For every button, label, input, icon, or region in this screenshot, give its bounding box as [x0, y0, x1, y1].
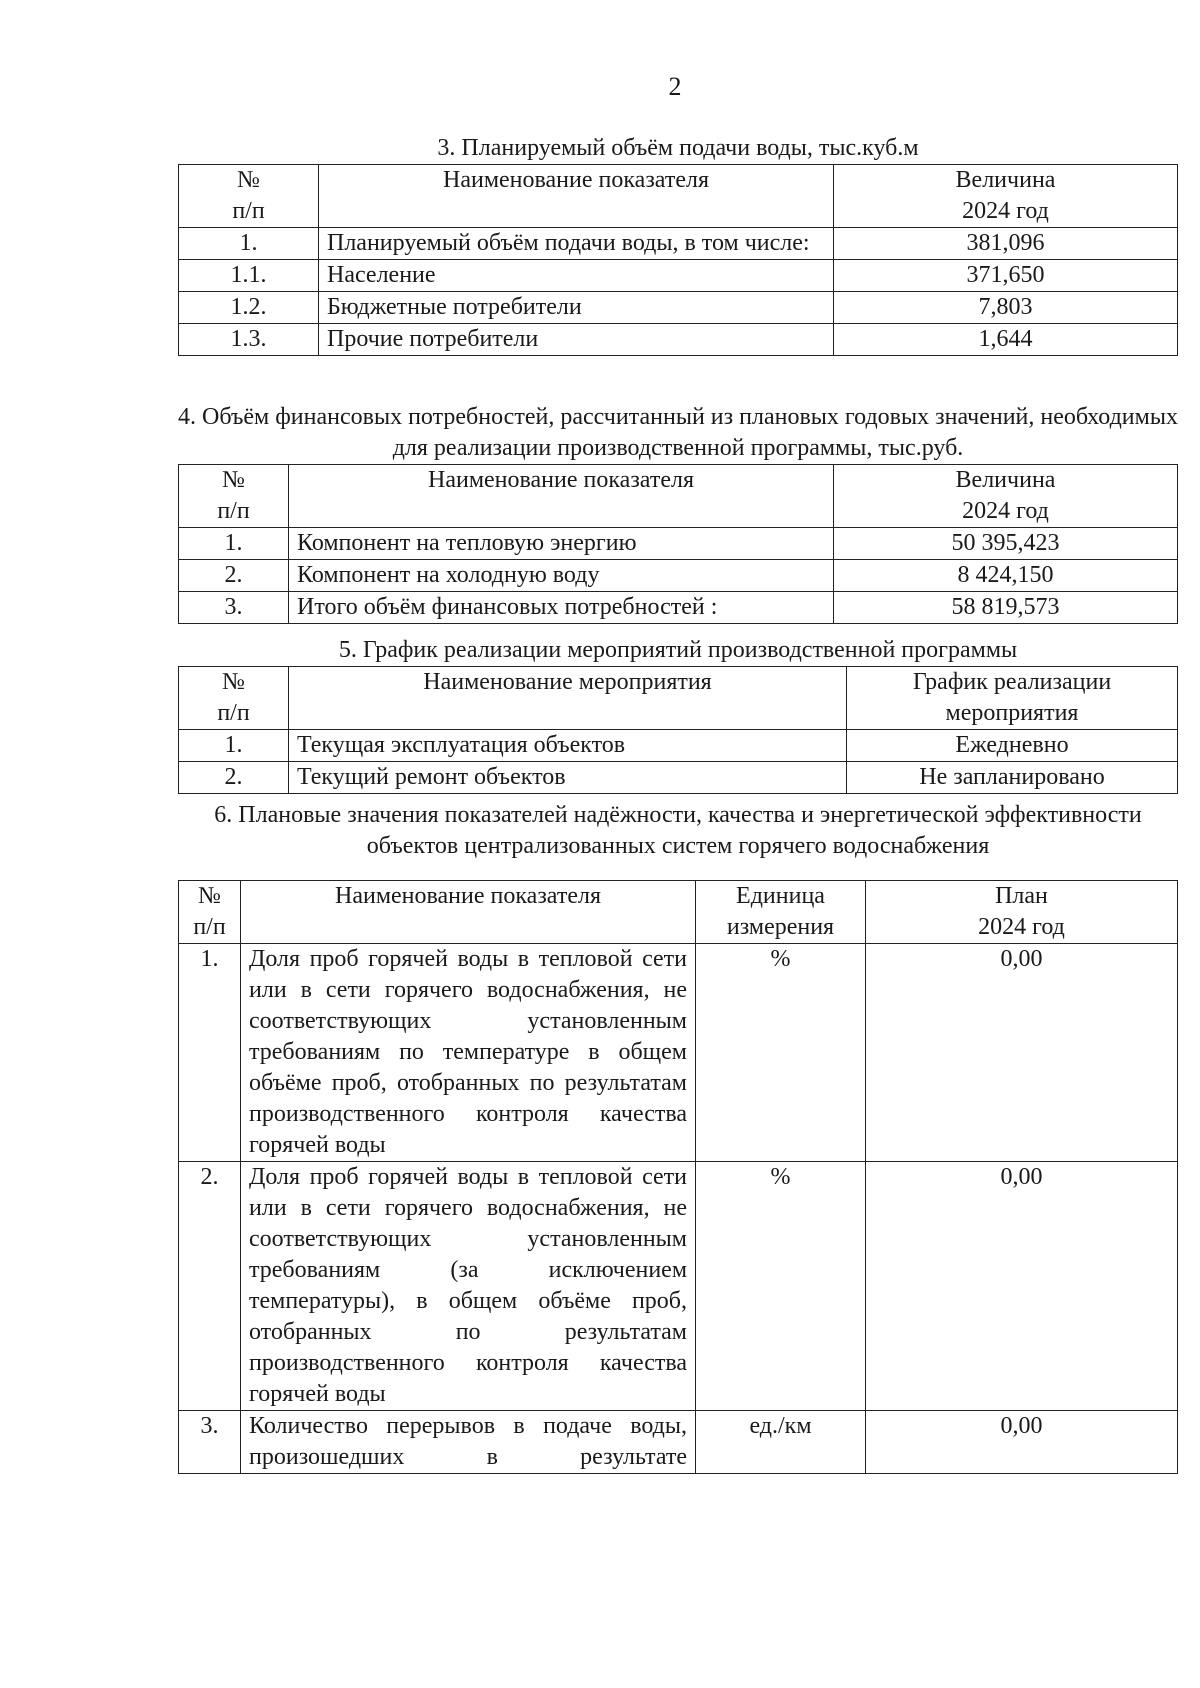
header-num [179, 465, 289, 528]
header-plan [866, 881, 1178, 944]
table-row [179, 292, 1178, 324]
row-value: Ежедневно [847, 730, 1178, 762]
row-name: Доля проб горячей воды в тепловой сети или в сети горячего водоснабжения, не соответствующих установленным требованиям по температуре в общем объёме проб, отобранных по результатам производственного контроля качества горячей воды [241, 944, 696, 1162]
header-num-line1: № [198, 883, 221, 909]
row-name: Население [319, 260, 834, 292]
table-row [179, 1162, 1178, 1411]
table-row [179, 944, 1178, 1162]
row-value: 381,096 [834, 228, 1178, 260]
header-num-line2: п/п [232, 198, 265, 224]
table-header-row [179, 165, 1178, 228]
header-name: Наименование показателя [241, 881, 696, 944]
header-value-line1: График реализации [912, 669, 1112, 695]
row-value: 58 819,573 [834, 592, 1178, 624]
row-name: Компонент на холодную воду [289, 560, 834, 592]
table-header-row [179, 881, 1178, 944]
row-name: Планируемый объём подачи воды, в том числе: [319, 228, 834, 260]
header-num [179, 667, 289, 730]
header-unit [696, 881, 866, 944]
header-plan-line2: 2024 год [978, 914, 1065, 940]
header-value-line2: мероприятия [945, 700, 1079, 726]
row-num: 1. [179, 730, 289, 762]
header-num-line1: № [222, 669, 245, 695]
activities-schedule-table [178, 666, 1178, 794]
row-num: 1.3. [179, 324, 319, 356]
table-row [179, 260, 1178, 292]
header-name: Наименование показателя [289, 465, 834, 528]
row-num: 1. [179, 944, 241, 1162]
row-num: 1.1. [179, 260, 319, 292]
row-num: 1. [179, 528, 289, 560]
header-value [834, 165, 1178, 228]
row-num: 1. [179, 228, 319, 260]
header-num [179, 881, 241, 944]
table-row [179, 228, 1178, 260]
page-number: 2 [668, 72, 682, 101]
header-num [179, 165, 319, 228]
row-name: Итого объём финансовых потребностей : [289, 592, 834, 624]
financial-needs-table [178, 464, 1178, 624]
header-value-line1: Величина [955, 467, 1056, 493]
row-value: 371,650 [834, 260, 1178, 292]
row-name: Количество перерывов в подаче воды, произошедших в результате [241, 1411, 696, 1474]
row-name: Бюджетные потребители [319, 292, 834, 324]
row-name: Текущий ремонт объектов [289, 762, 847, 794]
section-financial-needs [178, 402, 1178, 624]
row-value: 7,803 [834, 292, 1178, 324]
header-num-line1: № [237, 167, 260, 193]
table-header-row [179, 465, 1178, 528]
header-num-line2: п/п [193, 914, 226, 940]
section-reliability-indicators [178, 800, 1178, 1474]
header-unit-line2: измерения [726, 914, 835, 940]
header-name: Наименование показателя [319, 165, 834, 228]
row-unit: % [696, 1162, 866, 1411]
row-num: 2. [179, 560, 289, 592]
row-plan: 0,00 [866, 944, 1178, 1162]
table-row [179, 324, 1178, 356]
section-water-supply-volume [178, 133, 1178, 356]
row-num: 2. [179, 762, 289, 794]
section-title: 3. Планируемый объём подачи воды, тыс.куб.м [437, 135, 919, 161]
section-title: 4. Объём финансовых потребностей, рассчитанный из плановых годовых значений, необходимых для реализации производственной программы, тыс.руб. [178, 404, 1178, 461]
row-num: 1.2. [179, 292, 319, 324]
row-value: 1,644 [834, 324, 1178, 356]
header-name: Наименование мероприятия [289, 667, 847, 730]
section-activities-schedule [178, 635, 1178, 794]
section-title: 6. Плановые значения показателей надёжности, качества и энергетической эффективности объектов централизованных систем горячего водоснабжения [214, 802, 1142, 859]
table-row [179, 592, 1178, 624]
table-row [179, 560, 1178, 592]
row-name: Прочие потребители [319, 324, 834, 356]
table-header-row [179, 667, 1178, 730]
header-value-line2: 2024 год [962, 198, 1049, 224]
row-unit: % [696, 944, 866, 1162]
water-supply-table [178, 164, 1178, 356]
section-title: 5. График реализации мероприятий производственной программы [338, 637, 1018, 663]
table-row [179, 528, 1178, 560]
row-num: 3. [179, 592, 289, 624]
header-num-line2: п/п [217, 700, 250, 726]
row-value: 50 395,423 [834, 528, 1178, 560]
header-value-line2: 2024 год [962, 498, 1049, 524]
row-plan: 0,00 [866, 1162, 1178, 1411]
row-num: 2. [179, 1162, 241, 1411]
row-value: 8 424,150 [834, 560, 1178, 592]
header-num-line1: № [222, 467, 245, 493]
table-row [179, 762, 1178, 794]
table-row [179, 1411, 1178, 1474]
header-value-line1: Величина [955, 167, 1056, 193]
row-plan: 0,00 [866, 1411, 1178, 1474]
row-value: Не запланировано [847, 762, 1178, 794]
row-num: 3. [179, 1411, 241, 1474]
row-name: Текущая эксплуатация объектов [289, 730, 847, 762]
table-row [179, 730, 1178, 762]
row-unit: ед./км [696, 1411, 866, 1474]
row-name: Компонент на тепловую энергию [289, 528, 834, 560]
header-unit-line1: Единица [736, 883, 825, 909]
reliability-indicators-table [178, 880, 1178, 1474]
header-value [834, 465, 1178, 528]
row-name: Доля проб горячей воды в тепловой сети или в сети горячего водоснабжения, не соответствующих установленным требованиям (за исключением температуры), в общем объёме проб, отобранных по результатам производственного контроля качества горячей воды [241, 1162, 696, 1411]
header-plan-line1: План [995, 883, 1048, 909]
header-num-line2: п/п [217, 498, 250, 524]
header-value [847, 667, 1178, 730]
